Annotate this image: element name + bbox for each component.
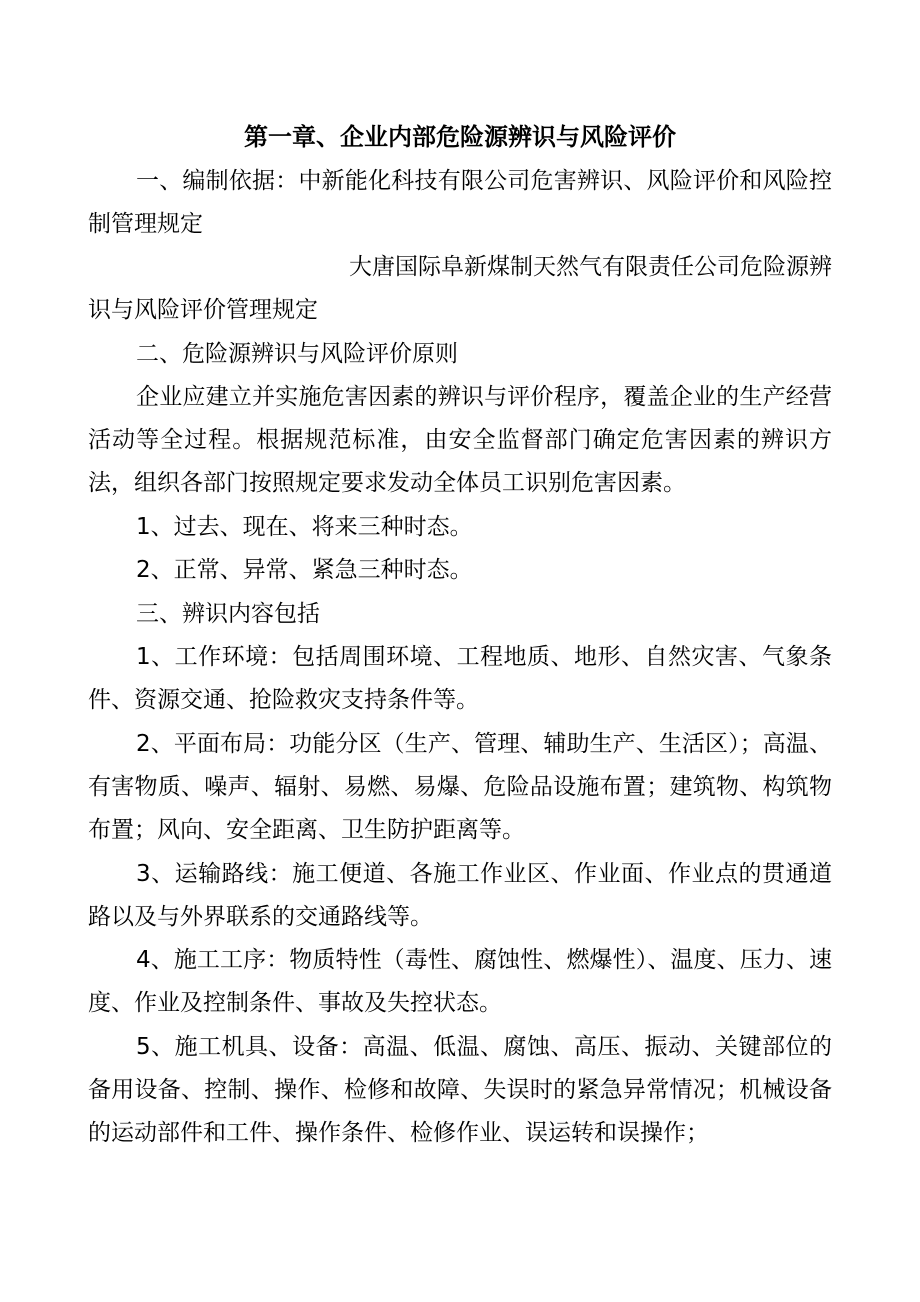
list-item-layout: 2、平面布局：功能分区（生产、管理、辅助生产、生活区）；高温、有害物质、噪声、辐射、易燃、易爆、危险品设施布置；建筑物、构筑物布置；风向、安全距离、卫生防护距离等。 — [88, 731, 832, 844]
list-item-equipment: 5、施工机具、设备：高温、低温、腐蚀、高压、振动、关键部位的备用设备、控制、操作、检修和故障、失误时的紧急异常情况；机械设备的运动部件和工件、操作条件、检修作业、误运转和误操作； — [88, 1034, 832, 1147]
list-item-tense-2: 2、正常、异常、紧急三种时态。 — [136, 557, 473, 583]
page-title: 第一章、企业内部危险源辨识与风险评价 — [244, 123, 676, 151]
paragraph-basis-second-line: 大唐国际阜新煤制天然气有限责任公司危险源辨 — [349, 254, 832, 280]
list-item-tense-1: 1、过去、现在、将来三种时态。 — [136, 514, 473, 540]
paragraph-principles: 企业应建立并实施危害因素的辨识与评价程序，覆盖企业的生产经营活动等全过程。根据规范标准，由安全监督部门确定危害因素的辨识方法，组织各部门按照规定要求发动全体员工识别危害因素。 — [88, 384, 832, 497]
section-heading-principles: 二、危险源辨识与风险评价原则 — [136, 341, 458, 367]
section-heading-content: 三、辨识内容包括 — [136, 601, 320, 627]
list-item-work-environment: 1、工作环境：包括周围环境、工程地质、地形、自然灾害、气象条件、资源交通、抢险救灾支持条件等。 — [88, 644, 832, 714]
paragraph-basis: 一、编制依据：中新能化科技有限公司危害辨识、风险评价和风险控制管理规定 — [88, 168, 832, 238]
paragraph-basis-continuation: 识与风险评价管理规定 — [88, 297, 318, 323]
list-item-transport: 3、运输路线：施工便道、各施工作业区、作业面、作业点的贯通道路以及与外界联系的交通路线等。 — [88, 861, 832, 931]
list-item-process: 4、施工工序：物质特性（毒性、腐蚀性、燃爆性）、温度、压力、速度、作业及控制条件、事故及失控状态。 — [88, 947, 832, 1017]
